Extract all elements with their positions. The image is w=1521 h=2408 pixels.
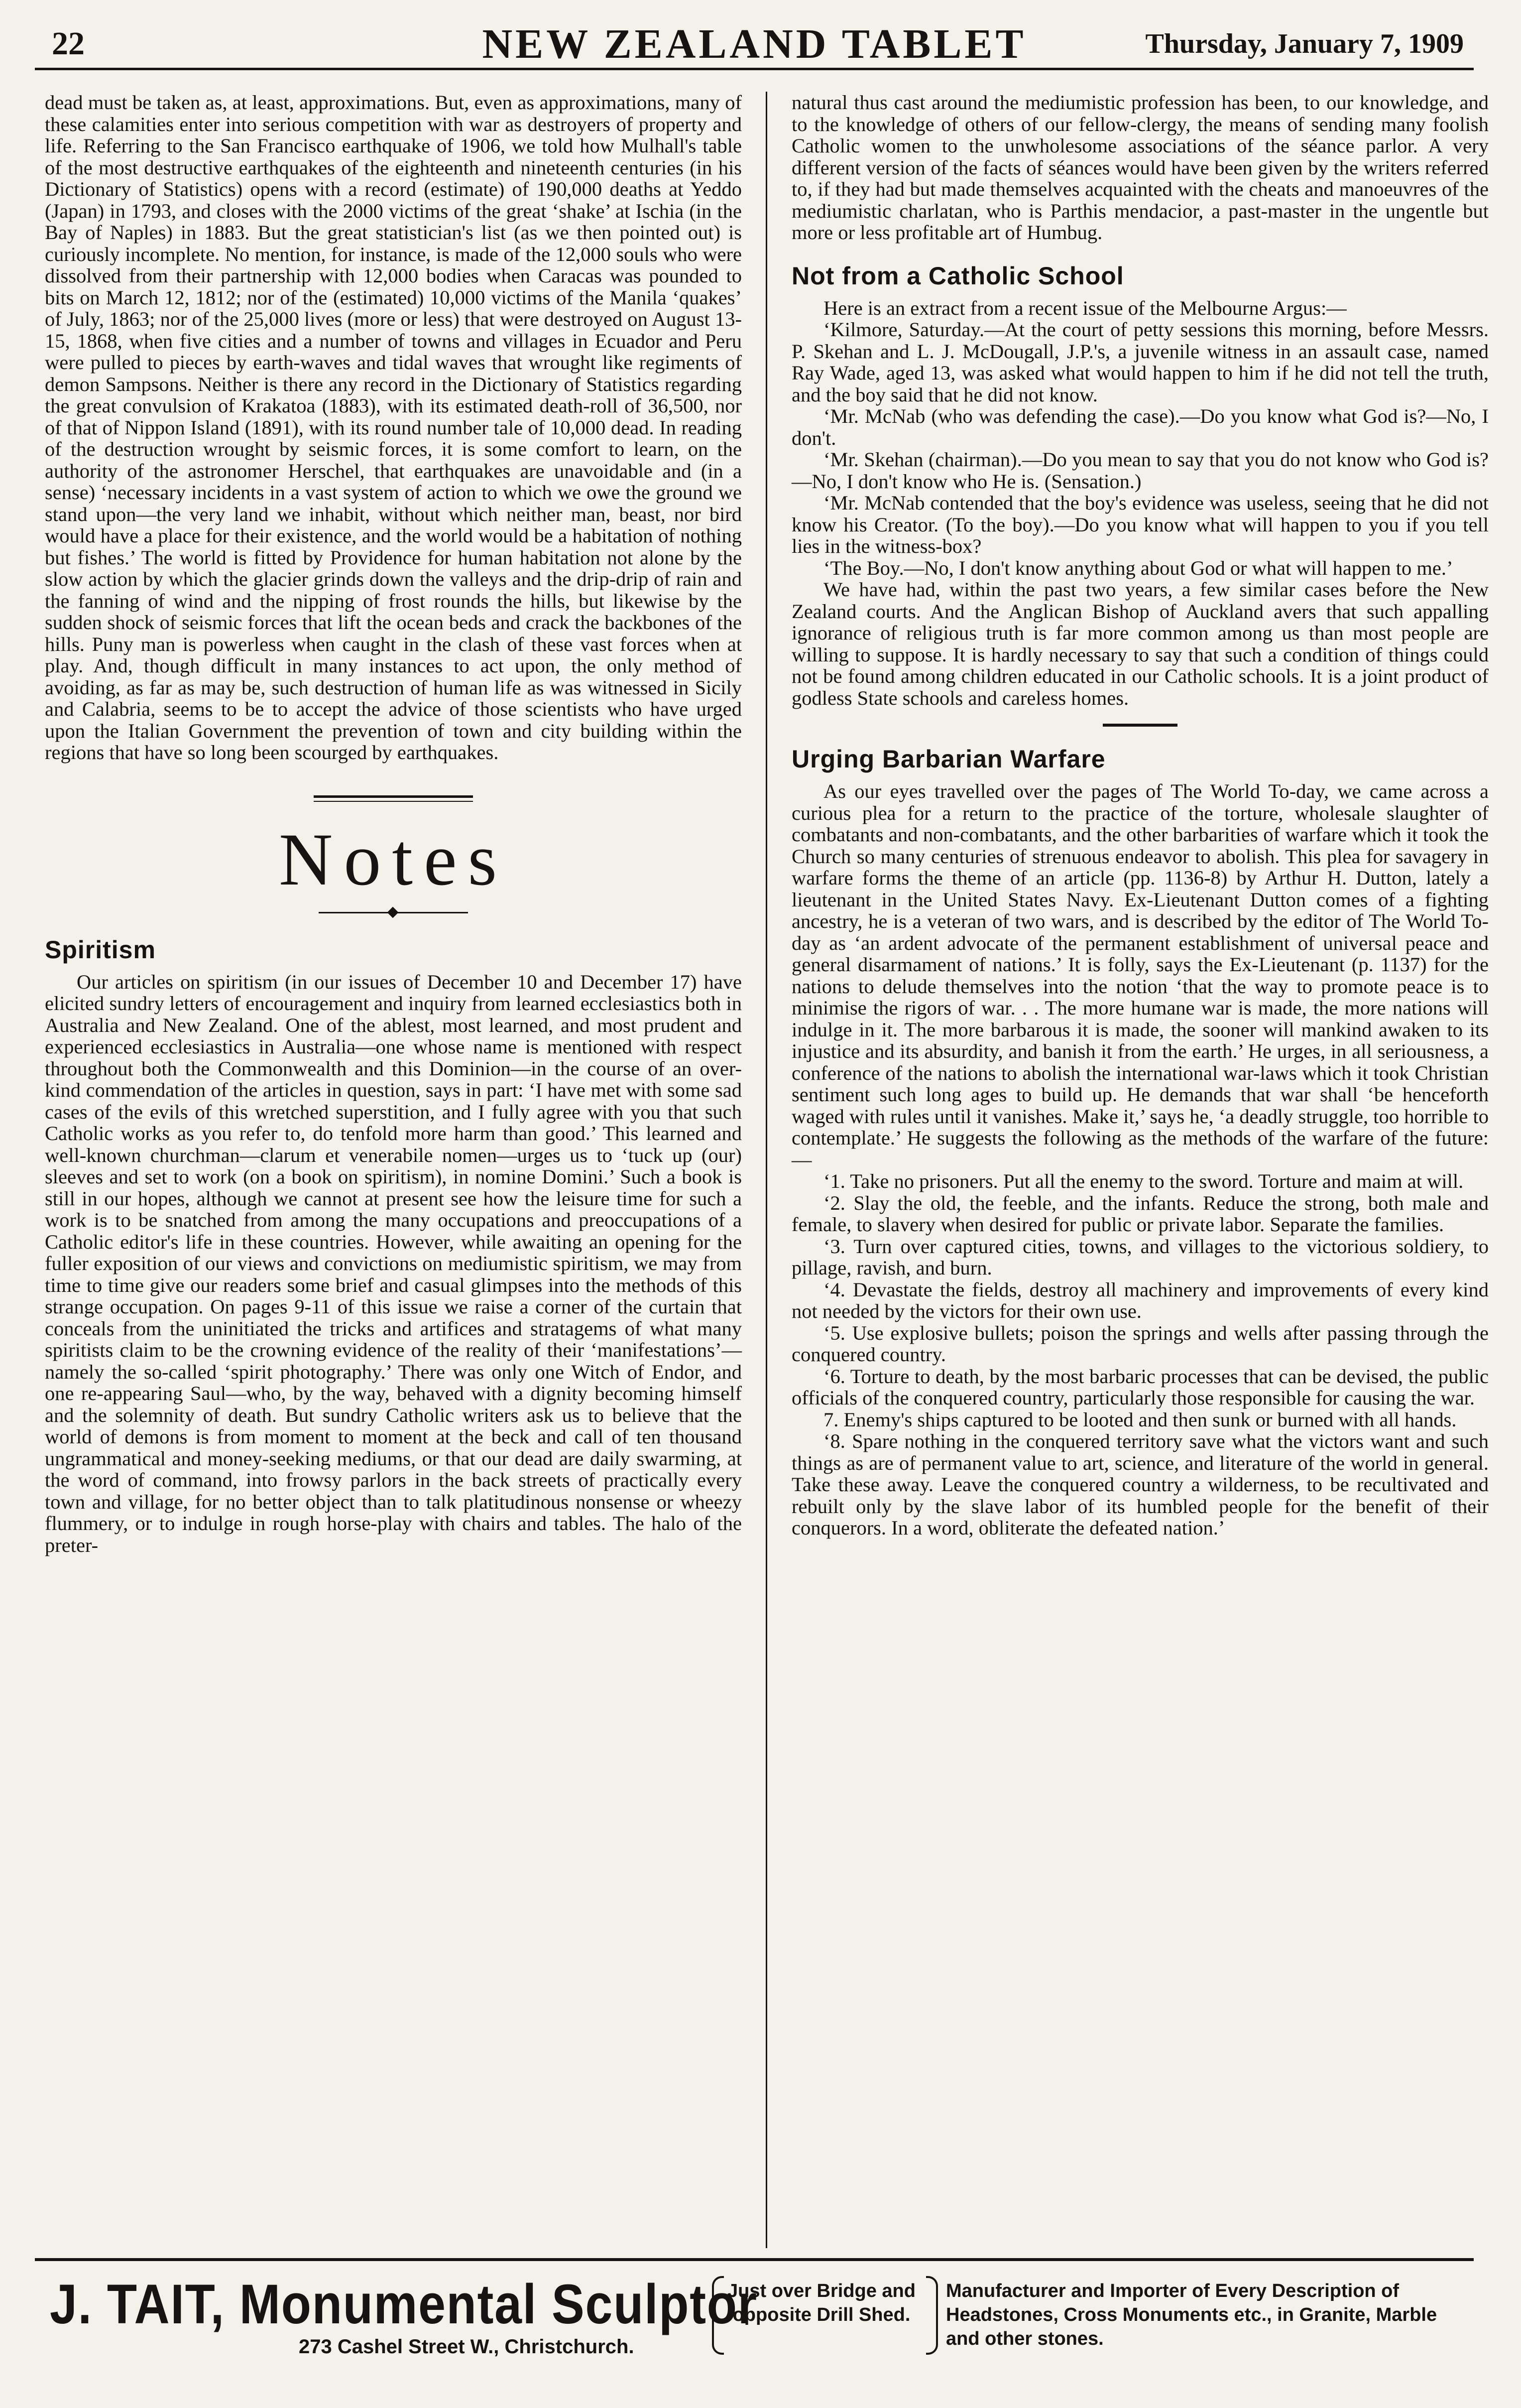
notes-title: Notes (279, 818, 508, 901)
sculptor-advertisement (35, 2258, 1474, 2376)
catholic-school-paragraph: ‘Mr. McNab (who was defending the case).—Do you know what God is?—No, I don't. (792, 405, 1489, 449)
advertiser-description: Manufacturer and Importer of Every Description of Headstones, Cross Monuments etc., in Granite, Marble and other stones. (946, 2281, 1437, 2349)
barbarian-warfare-heading: Urging Barbarian Warfare (792, 745, 1106, 773)
barbarian-list-item: 7. Enemy's ships captured to be looted and then sunk or burned with all hands. (823, 1408, 1457, 1431)
barbarian-list-item: ‘8. Spare nothing in the conquered territory save what the victors want and such things as are of permanent value to art, science, and literature of the world in general. Take these away. Leave the conquered country a wilderness, to be recultivated and rebuilt only by the slave labor of its humbled people for the benefit of their conquerors. In a word, obliterate the defeated nation.’ (792, 1430, 1489, 1539)
section-divider (1103, 724, 1177, 727)
catholic-school-paragraph: Here is an extract from a recent issue of the Melbourne Argus:— (823, 296, 1347, 319)
catholic-school-paragraph: ‘Mr. McNab contended that the boy's evidence was useless, seeing that he did not know his Creator. (To the boy).—Do you know what will happen to you if you tell lies in the witness-box? (792, 492, 1489, 557)
advertiser-name: J. TAIT, Monumental Sculptor (50, 2273, 758, 2335)
barbarian-paragraph: As our eyes travelled over the pages of The World To-day, we came across a curious plea for a return to the practice of the torture, wholesale slaughter of combatants and non-combatants, and the other barbarities of warfare which it took the Church so many centuries of strenuous endeavor to abolish. This plea for savagery in warfare forms the theme of an article (pp. 1136-8) by Arthur H. Dutton, lately a lieutenant in the United States Navy. Ex-Lieutenant Dutton comes of a fighting ancestry, he is a veteran of two wars, and is described by the editor of The World To-day as ‘an ardent advocate of the permanent establishment of universal peace and general disarmament of nations.’ It is folly, says the Ex-Lieutenant (p. 1137) for the nations to delude themselves into the notion ‘that the way to promote peace is to minimise the rigors of war. . . The more humane war is made, the more nations will indulge in it. The more barbarous it is made, the sooner will mankind awaken to its injustice and its absurdity, and banish it from the earth.’ He urges, in all seriousness, a conference of the nations to abolish the international war-laws which it took Christian sentiment such long ages to build up. He demands that war shall ‘be henceforth waged with rules until it vanishes. Make it,’ says he, ‘a deadly struggle, too horrible to contemplate.’ He suggests the following as the methods of the warfare of the future:— (792, 780, 1489, 1171)
barbarian-list-item: ‘4. Devastate the fields, destroy all machinery and improvements of every kind not needed by the victors for their own use. (792, 1278, 1489, 1322)
page-number: 22 (52, 25, 85, 62)
earthquake-paragraph: dead must be taken as, at least, approximations. But, even as approximations, many of these calamities enter into serious competition with war as destroyers of property and life. Referring to the San Francisco earthquake of 1906, we told how Mulhall's table of the most destructive earthquakes of the eighteenth and nineteenth centuries (in his Dictionary of Statistics) opens with a record (estimate) of 190,000 deaths at Yeddo (Japan) in 1793, and closes with the 2000 victims of the great ‘shake’ at Ischia (in the Bay of Naples) in 1883. But the great statistician's list (as we then pointed out) is curiously incomplete. No mention, for instance, is made of the 12,000 souls who were dissolved from their partnership with 12,000 bodies when Caracas was pounded to bits on March 12, 1812; nor of the (estimated) 10,000 victims of the Manila ‘quakes’ of July, 1863; nor of the 25,000 lives (more or less) that were destroyed on August 13-15, 1868, when five cities and a number of towns and villages in Ecuador and Peru were pulled to pieces by earth-waves and tidal waves that wrought like regiments of demon Sampsons. Neither is there any record in the Dictionary of Statistics regarding the great convulsion of Krakatoa (1883), with its estimated death-roll of 36,500, nor of that of Nippon Island (1891), with its round number tale of 10,000 dead. In reading of the destruction wrought by seismic forces, it is some comfort to learn, on the authority of the astronomer Herschel, that earthquakes are unavoidable and (in a sense) ‘necessary incidents in a vast system of action to which we owe the ground we stand upon—the very land we inhabit, without which neither man, beast, nor bird would have a place for their existence, and the world would be a habitation of nothing but fishes.’ The world is fitted by Providence for human habitation not alone by the slow action by which the glacier grinds down the valleys and the drip-drip of rain and the fanning of wind and the nipping of frost rounds the hills, but likewise by the sudden shock of seismic forces that lift the ocean beds and crack the backbones of the hills. Puny man is powerless when caught in the clash of these vast forces when at play. And, though difficult in many instances to act upon, the only method of avoiding, as far as may be, such destruction of human life as was witnessed in Sicily and Calabria, seems to be to accept the advice of those scientists who have urged upon the Italian Government the prevention of town and city building within the regions that have so long been scourged by earthquakes. (45, 91, 742, 763)
spiritism-heading: Spiritism (45, 935, 156, 964)
left-column (45, 92, 742, 1556)
column-rule (766, 92, 767, 2248)
catholic-school-paragraph: ‘Kilmore, Saturday.—At the court of petty sessions this morning, before Messrs. P. Skehan and L. J. McDougall, J.P.'s, a juvenile witness in an assault case, named Ray Wade, aged 13, was asked what would happen to him if he did not tell the truth, and the boy said that he did not know. (792, 318, 1489, 406)
catholic-school-paragraph: We have had, within the past two years, a few similar cases before the New Zealand courts. And the Anglican Bishop of Auckland avers that such appalling ignorance of religious truth is far more common among us than most people are willing to suppose. It is hardly necessary to say that such a condition of things could not be found among children educated in our Catholic schools. It is a joint product of godless State schools and careless homes. (792, 578, 1489, 709)
spiritism-paragraph: Our articles on spiritism (in our issues of December 10 and December 17) have elicited sundry letters of encouragement and inquiry from learned ecclesiastics both in Australia and New Zealand. One of the ablest, most learned, and most prudent and experienced ecclesiastics in Australia—one whose name is mentioned with respect throughout both the Commonwealth and this Dominion—in the course of an over-kind commendation of the articles in question, says in part: ‘I have met with some sad cases of the evils of this wretched superstition, and I fully agree with you that such Catholic works as you refer to, do tenfold more harm than good.’ This learned and well-known churchman—clarum et venerabile nomen—urges us to ‘tuck up (our) sleeves and set to work (on a book on spiritism), in nomine Domini.’ Such a book is still in our hopes, although we cannot at present see how the leisure time for such a work is to be snatched from among the many occupations and preoccupations of a Catholic editor's life in these countries. However, while awaiting an opening for the fuller exposition of our views and convictions on mediumistic spiritism, we may from time to time give our readers some brief and casual glimpses into the methods of this strange occupation. On pages 9-11 of this issue we raise a corner of the curtain that conceals from the uninitiated the tricks and artifices and stratagems of what many spiritists claim to be the crowning evidence of the reality of their ‘manifestations’—namely the so-called ‘spirit photography.’ There was only one Witch of Endor, and one re-appearing Saul—who, by the way, behaved with a dignity becoming himself and the solemnity of death. But sundry Catholic writers ask us to believe that the world of demons is from moment to moment at the beck and call of ten thousand ungrammatical and money-seeking mediums, or that our dead are daily swarming, at the word of command, into frowsy parlors in the back streets of practically every town and village, for no better object than to talk platitudinous nonsense or wheezy flummery, or to indulge in rough horse-play with chairs and tables. The halo of the preter- (45, 970, 742, 1556)
header-rule (35, 68, 1474, 70)
notes-ornament (319, 907, 468, 917)
newspaper-page (35, 17, 1489, 2393)
notes-rule-top-thin (314, 801, 473, 802)
advertiser-location: Just over Bridge and opposite Drill Shed. (727, 2281, 916, 2325)
catholic-school-heading: Not from a Catholic School (792, 261, 1124, 290)
right-column (792, 92, 1489, 1539)
brace-right (926, 2276, 938, 2355)
publication-title: NEW ZEALAND TABLET (482, 21, 1027, 67)
barbarian-list-item: ‘3. Turn over captured cities, towns, and villages to the victorious soldiery, to pillage, ravish, and burn. (792, 1235, 1489, 1279)
issue-date: Thursday, January 7, 1909 (1145, 28, 1464, 59)
barbarian-list-item: ‘6. Torture to death, by the most barbaric processes that can be devised, the public officials of the conquered country, particularly those responsible for causing the war. (792, 1365, 1489, 1409)
spiritism-continued-paragraph: natural thus cast around the mediumistic profession has been, to our knowledge, and to the knowledge of others of our fellow-clergy, the means of sending many foolish Catholic women to the unwholesome associations of the séance parlor. A very different version of the facts of séances would have been given by the writers referred to, if they had but made themselves acquainted with the cheats and manoeuvres of the mediumistic charlatan, who is Parthis mendacior, a past-master in the ungentle but more or less profitable art of Humbug. (792, 91, 1489, 244)
notes-section-header (45, 795, 742, 917)
masthead (35, 17, 1474, 77)
notes-rule-top (314, 795, 473, 798)
advertiser-address: 273 Cashel Street W., Christchurch. (299, 2336, 634, 2358)
barbarian-list-item: ‘5. Use explosive bullets; poison the springs and wells after passing through the conquered country. (792, 1321, 1489, 1366)
barbarian-list-item: ‘2. Slay the old, the feeble, and the infants. Reduce the strong, both male and female, to slavery when desired for public or private labor. Separate the families. (792, 1191, 1489, 1236)
catholic-school-paragraph: ‘Mr. Skehan (chairman).—Do you mean to say that you do not know who God is?—No, I don't know who He is. (Sensation.) (792, 448, 1489, 493)
barbarian-list-item: ‘1. Take no prisoners. Put all the enemy to the sword. Torture and maim at will. (823, 1170, 1464, 1192)
catholic-school-paragraph: ‘The Boy.—No, I don't know anything about God or what will happen to me.’ (823, 556, 1453, 579)
